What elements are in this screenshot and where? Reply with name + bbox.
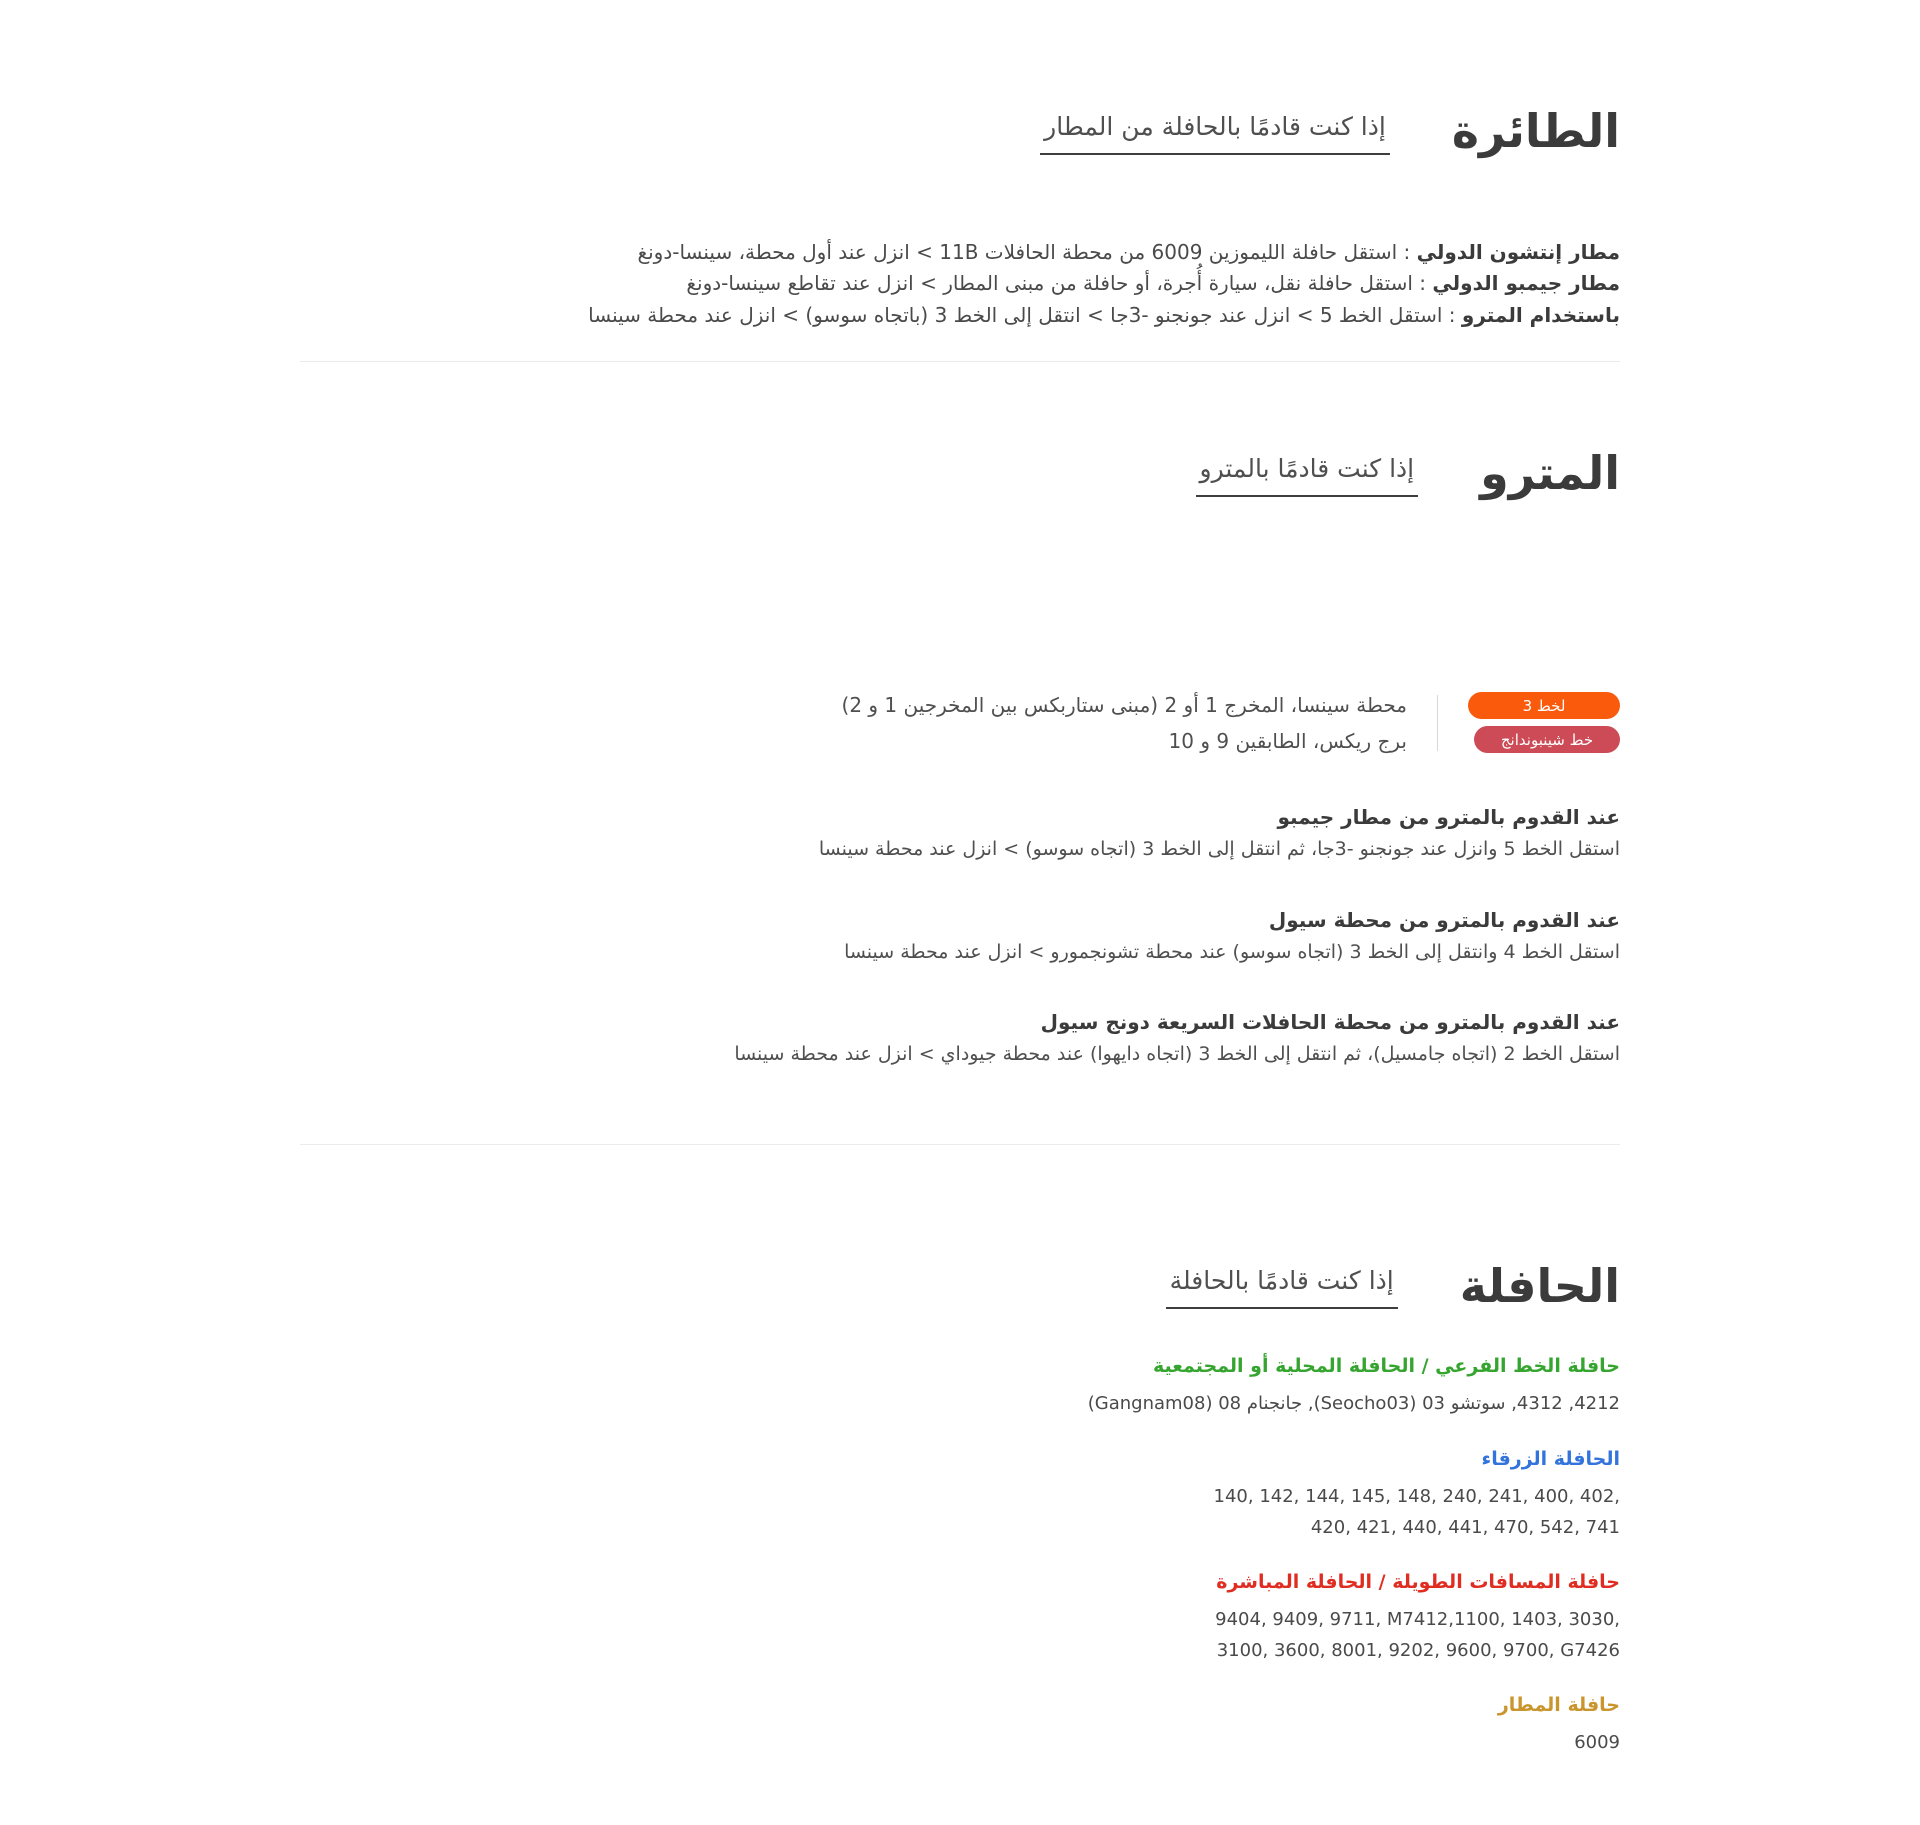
bus-subtitle: إذا كنت قادمًا بالحافلة [1166, 1266, 1398, 1309]
metro-subsection-gimpo-heading: عند القدوم بالمترو من مطار جيمبو [1277, 804, 1620, 829]
plane-route-incheon [300, 237, 1620, 269]
metro-title: المترو [1480, 446, 1620, 501]
plane-route-subway-lead: باستخدام المترو [1461, 302, 1620, 327]
plane-route-subway-text: : استقل الخط 5 > انزل عند جونجنو -3جا > انتقل إلى الخط 3 (باتجاه سوسو) > انزل عند محطة سينسا [588, 302, 1462, 327]
plane-route-incheon-lead: مطار إنتشون الدولي [1416, 239, 1620, 264]
bus-group-blue-heading: الحافلة الزرقاء [1481, 1448, 1620, 1471]
plane-route-incheon-text: : استقل حافلة الليموزين 6009 من محطة الحافلات 11B > انزل عند أول محطة، سينسا-دونغ [637, 239, 1417, 264]
bus-group-blue-numbers-line2: 420, 421, 440, 441, 470, 542, 741 [1310, 1516, 1620, 1538]
section-plane [300, 106, 1620, 331]
bus-group-express-numbers-line2: 3100, 3600, 8001, 9202, 9600, 9700, G7426 [1216, 1639, 1620, 1661]
station-address [842, 687, 1408, 759]
bus-title: الحافلة [1459, 1258, 1620, 1313]
metro-subsection-gimpo-body: استقل الخط 5 وانزل عند جونجنو -3جا، ثم انتقل إلى الخط 3 (اتجاه سوسو) > انزل عند محطة سينسا [818, 837, 1620, 860]
metro-subsection-express-heading: عند القدوم بالمترو من محطة الحافلات السريعة دونج سيول [1040, 1010, 1620, 1035]
plane-route-subway [300, 300, 1620, 332]
plane-route-gimpo [300, 268, 1620, 300]
line-badges [1468, 692, 1620, 753]
station-exit-line: محطة سينسا، المخرج 1 أو 2 (مبنى ستاربكس بين المخرجين 1 و 2) [841, 692, 1407, 717]
metro-header [300, 448, 1620, 499]
page [300, 0, 1620, 1759]
section-bus [300, 1258, 1620, 1759]
bus-groups [300, 1355, 1620, 1759]
metro-subsection-seoul-station [300, 908, 1620, 966]
bus-group-local-heading: حافلة الخط الفرعي / الحافلة المحلية أو المجتمعية [1152, 1355, 1620, 1378]
section-divider-2 [300, 1144, 1620, 1145]
bus-group-express [300, 1571, 1620, 1666]
line3-badge: لخط 3 [1468, 692, 1620, 719]
bus-group-airport-heading: حافلة المطار [1497, 1694, 1620, 1717]
metro-subsection-seoul-heading: عند القدوم بالمترو من محطة سيول [1268, 907, 1620, 932]
bus-group-express-numbers-line1: 9404, 9409, 9711, M7412,1100, 1403, 3030, [1215, 1609, 1620, 1631]
metro-subtitle: إذا كنت قادمًا بالمترو [1196, 454, 1419, 497]
metro-subsection-express-terminal [300, 1010, 1620, 1068]
shinbundang-line-badge: خط شينبوندانج [1474, 726, 1620, 753]
plane-route-gimpo-text: : استقل حافلة نقل، سيارة أُجرة، أو حافلة من مبنى المطار > انزل عند تقاطع سينسا-دونغ [686, 271, 1433, 296]
bus-header [300, 1258, 1620, 1313]
section-divider-1 [300, 361, 1620, 362]
bus-group-express-heading: حافلة المسافات الطويلة / الحافلة المباشرة [1216, 1571, 1620, 1594]
station-building-line: برج ريكس، الطابقين 9 و 10 [1168, 728, 1407, 753]
bus-group-airport-numbers: 6009 [1574, 1732, 1620, 1754]
plane-title: الطائرة [1451, 104, 1620, 158]
station-vertical-divider [1437, 695, 1438, 751]
plane-directions [300, 237, 1620, 332]
metro-subsections [300, 805, 1620, 1068]
station-info-row [300, 687, 1620, 759]
plane-route-gimpo-lead: مطار جيمبو الدولي [1432, 271, 1620, 296]
bus-group-local [300, 1355, 1620, 1420]
bus-group-blue [300, 1448, 1620, 1543]
bus-group-local-numbers: 4212, 4312, سوتشو 03 (Seocho03), جانجنام 08 (Gangnam08) [1087, 1393, 1620, 1415]
metro-subsection-express-body: استقل الخط 2 (اتجاه جامسيل)، ثم انتقل إلى الخط 3 (اتجاه دايهوا) عند محطة جيوداي > انزل عند محطة سينسا [734, 1043, 1620, 1066]
bus-group-airport [300, 1694, 1620, 1759]
metro-subsection-seoul-body: استقل الخط 4 وانتقل إلى الخط 3 (اتجاه سوسو) عند محطة تشونجمورو > انزل عند محطة سينسا [844, 940, 1620, 963]
plane-header [300, 106, 1620, 157]
bus-group-blue-numbers-line1: 140, 142, 144, 145, 148, 240, 241, 400, 402, [1213, 1486, 1620, 1508]
metro-subsection-gimpo [300, 805, 1620, 863]
plane-subtitle: إذا كنت قادمًا بالحافلة من المطار [1040, 112, 1390, 155]
section-metro [300, 448, 1620, 1068]
